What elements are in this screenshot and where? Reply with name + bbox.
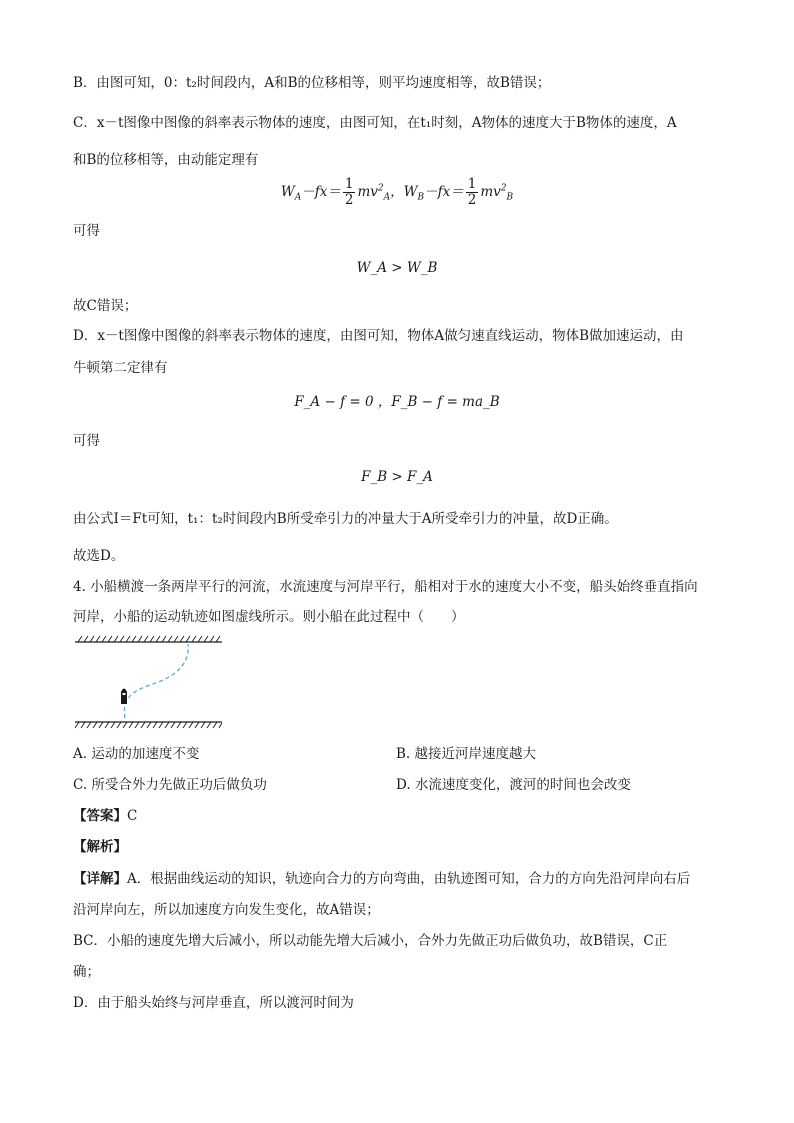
river-crossing-diagram xyxy=(70,630,230,730)
option-d-explanation-1: D．x－t图像中图像的斜率表示物体的速度，由图可知，物体A做匀速直线运动，物体B做加速运动，由 xyxy=(73,328,684,344)
option-b-explanation: B．由图可知，0：t₂时间段内，A和B的位移相等，则平均速度相等，故B错误； xyxy=(73,75,551,91)
top-bank-hatching xyxy=(78,636,220,642)
detail-line-2: 沿河岸向左，所以加速度方向发生变化，故A错误； xyxy=(73,902,380,918)
kede-2: 可得 xyxy=(73,433,100,449)
answer-row xyxy=(73,807,137,825)
option-c-explanation-1: C．x－t图像中图像的斜率表示物体的速度，由图可知，在t₁时刻，A物体的速度大于B物体的速度，A xyxy=(73,115,677,131)
detail-line-5: D．由于船头始终与河岸垂直，所以渡河时间为 xyxy=(73,995,354,1011)
question-4-line-2: 河岸，小船的运动轨迹如图虚线所示。则小船在此过程中（ ） xyxy=(73,609,465,625)
kede-1: 可得 xyxy=(73,223,100,239)
answer-tag: 【答案】 xyxy=(73,808,127,824)
boat-icon xyxy=(121,689,127,705)
option-c[interactable]: C. 所受合外力先做正功后做负功 xyxy=(73,777,267,793)
option-d[interactable]: D. 水流速度变化，渡河的时间也会改变 xyxy=(396,777,631,793)
bottom-bank-hatching xyxy=(75,722,222,728)
equation-wa-gt-wb: W_A > W_B xyxy=(356,260,438,276)
detail-line-1: 【详解】A．根据曲线运动的知识，轨迹向合力的方向弯曲，由轨迹图可知，合力的方向先沿河岸向右后 xyxy=(73,871,691,887)
option-a[interactable]: A. 运动的加速度不变 xyxy=(73,746,200,762)
detail-tag: 【详解】 xyxy=(73,871,127,887)
detail-line-3: BC．小船的速度先增大后减小，所以动能先增大后减小，合外力先做正功后做负功，故B错误，C正 xyxy=(73,933,668,949)
final-choice: 故选D。 xyxy=(73,548,125,564)
boat-trajectory xyxy=(124,644,188,718)
option-c-explanation-2: 和B的位移相等，由动能定理有 xyxy=(73,152,259,168)
analysis-tag: 【解析】 xyxy=(73,839,127,855)
answer-value: C xyxy=(127,808,138,824)
option-d-explanation-2: 牛顿第二定律有 xyxy=(73,360,168,376)
question-4-line-1: 4. 小船横渡一条两岸平行的河流，水流速度与河岸平行，船相对于水的速度大小不变，船头始终垂直指向 xyxy=(73,579,698,595)
detail-line-4: 确； xyxy=(73,964,100,980)
equation-fb-gt-fa: F_B > F_A xyxy=(361,469,433,485)
equation-work-energy: $W_A-fx=$ $\frac{1}{2}$ $mv^2_A$，$W_B-fx=$ $\frac{1}{2}$ $mv^2_B$ xyxy=(280,176,514,208)
option-c-conclusion: 故C错误； xyxy=(73,298,138,314)
impulse-conclusion: 由公式I＝Ft可知，t₁：t₂时间段内B所受牵引力的冲量大于A所受牵引力的冲量，故D正确。 xyxy=(73,511,618,527)
equation-newton: F_A − f = 0 ，F_B − f = ma_B xyxy=(294,394,500,410)
option-b[interactable]: B. 越接近河岸速度越大 xyxy=(396,746,537,762)
